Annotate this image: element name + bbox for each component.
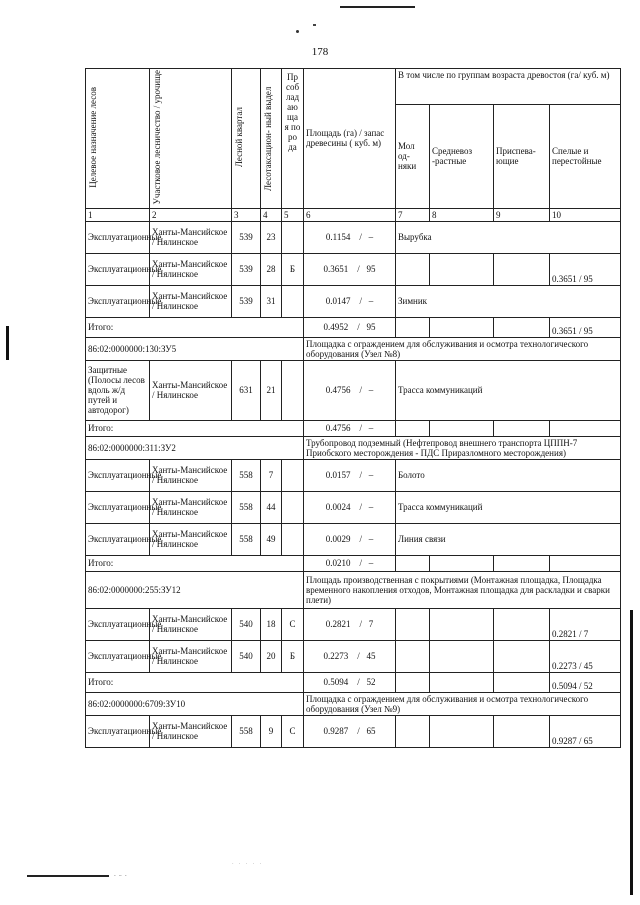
area-value: 0.0157 bbox=[325, 470, 351, 481]
separator: / bbox=[359, 558, 362, 569]
object-description: Площадка с ограждением для обслуживания и осмотра технологического оборудования (Узел №8) bbox=[304, 337, 621, 360]
species-cell bbox=[282, 285, 304, 317]
object-description: Площадка с ограждением для обслуживания и осмотра технологического оборудования (Узел №9) bbox=[304, 692, 621, 715]
separator: / bbox=[357, 322, 360, 333]
total-row bbox=[86, 555, 621, 571]
volume-value: 65 bbox=[366, 726, 376, 737]
species-cell bbox=[282, 459, 304, 491]
mature-cell: 0.9287 / 65 bbox=[550, 715, 621, 747]
allotment-cell: 23 bbox=[261, 221, 282, 253]
header-young: Мол од- няки bbox=[396, 105, 430, 208]
separator: / bbox=[357, 651, 360, 662]
area-volume-cell bbox=[304, 285, 396, 317]
table-row bbox=[86, 523, 621, 555]
species-cell: Б bbox=[282, 253, 304, 285]
separator: / bbox=[357, 264, 360, 275]
column-number-row bbox=[86, 208, 621, 221]
allotment-cell: 7 bbox=[261, 459, 282, 491]
volume-value: – bbox=[368, 296, 374, 307]
total-area: 0.4756 bbox=[325, 423, 351, 434]
mature-cell: 0.2821 / 7 bbox=[550, 608, 621, 640]
young-cell bbox=[396, 715, 430, 747]
species-cell: С bbox=[282, 608, 304, 640]
volume-value: – bbox=[368, 470, 374, 481]
col-number: 4 bbox=[261, 208, 282, 221]
land-type-note: Зимник bbox=[396, 285, 621, 317]
quarter-cell: 540 bbox=[232, 608, 261, 640]
area-volume-cell bbox=[304, 715, 396, 747]
ripening-cell bbox=[494, 640, 550, 672]
separator: / bbox=[359, 619, 362, 630]
purpose-cell: Эксплуатационные bbox=[86, 608, 150, 640]
header-ripening: Приспева- ющие bbox=[494, 105, 550, 208]
young-cell bbox=[396, 317, 430, 337]
mature-cell: 0.2273 / 45 bbox=[550, 640, 621, 672]
area-volume-cell bbox=[304, 253, 396, 285]
object-row bbox=[86, 436, 621, 459]
young-cell bbox=[396, 608, 430, 640]
allotment-cell: 18 bbox=[261, 608, 282, 640]
species-cell: С bbox=[282, 715, 304, 747]
allotment-cell: 31 bbox=[261, 285, 282, 317]
quarter-cell: 631 bbox=[232, 360, 261, 420]
mature-cell: 0.3651 / 95 bbox=[550, 253, 621, 285]
land-type-note: Вырубка bbox=[396, 221, 621, 253]
middle-cell bbox=[430, 672, 494, 692]
separator: / bbox=[359, 470, 362, 481]
header-mature: Спелые и перестойные bbox=[550, 105, 621, 208]
middle-cell bbox=[430, 640, 494, 672]
allotment-cell: 9 bbox=[261, 715, 282, 747]
separator: / bbox=[359, 423, 362, 434]
cadastral-number: 86:02:0000000:6709:ЗУ10 bbox=[86, 692, 304, 715]
table-row bbox=[86, 360, 621, 420]
object-row bbox=[86, 571, 621, 608]
total-mature bbox=[550, 555, 621, 571]
land-type-note: Линия связи bbox=[396, 523, 621, 555]
total-mature bbox=[550, 420, 621, 436]
species-cell bbox=[282, 221, 304, 253]
total-row bbox=[86, 420, 621, 436]
purpose-cell: Защитные (Полосы лесов вдоль ж/д путей и автодорог) bbox=[86, 360, 150, 420]
area-volume-cell bbox=[304, 608, 396, 640]
header-quarter: Лесной квартал bbox=[232, 69, 261, 209]
ripening-cell bbox=[494, 420, 550, 436]
area-volume-cell bbox=[304, 491, 396, 523]
cadastral-number: 86:02:0000000:311:ЗУ2 bbox=[86, 436, 304, 459]
table-row bbox=[86, 221, 621, 253]
object-row bbox=[86, 692, 621, 715]
col-number: 10 bbox=[550, 208, 621, 221]
district-cell: Ханты-Мансийское / Нялинское bbox=[150, 221, 232, 253]
quarter-cell: 539 bbox=[232, 253, 261, 285]
col-number: 1 bbox=[86, 208, 150, 221]
table-row bbox=[86, 253, 621, 285]
allotment-cell: 21 bbox=[261, 360, 282, 420]
volume-value: – bbox=[368, 385, 374, 396]
table-row bbox=[86, 715, 621, 747]
area-value: 0.3651 bbox=[323, 264, 349, 275]
quarter-cell: 540 bbox=[232, 640, 261, 672]
area-value: 0.0024 bbox=[325, 502, 351, 513]
total-area: 0.4952 bbox=[323, 322, 349, 333]
col-number: 7 bbox=[396, 208, 430, 221]
separator: / bbox=[359, 385, 362, 396]
ripening-cell bbox=[494, 672, 550, 692]
total-volume: – bbox=[368, 423, 374, 434]
header-middle: Средневоз -растные bbox=[430, 105, 494, 208]
area-volume-cell bbox=[304, 360, 396, 420]
district-cell: Ханты-Мансийское / Нялинское bbox=[150, 491, 232, 523]
total-mature: 0.3651 / 95 bbox=[550, 317, 621, 337]
middle-cell bbox=[430, 253, 494, 285]
total-area-volume bbox=[304, 555, 396, 571]
header-purpose: Целевое назначение лесов bbox=[86, 69, 150, 209]
separator: / bbox=[357, 726, 360, 737]
allotment-cell: 28 bbox=[261, 253, 282, 285]
col-number: 5 bbox=[282, 208, 304, 221]
young-cell bbox=[396, 253, 430, 285]
volume-value: – bbox=[368, 534, 374, 545]
volume-value: 45 bbox=[366, 651, 376, 662]
separator: / bbox=[359, 296, 362, 307]
district-cell: Ханты-Мансийское / Нялинское bbox=[150, 715, 232, 747]
middle-cell bbox=[430, 317, 494, 337]
scan-mark-left bbox=[6, 326, 9, 360]
area-volume-cell bbox=[304, 523, 396, 555]
young-cell bbox=[396, 555, 430, 571]
separator: / bbox=[359, 502, 362, 513]
area-value: 0.2821 bbox=[325, 619, 351, 630]
district-cell: Ханты-Мансийское / Нялинское bbox=[150, 285, 232, 317]
table-row bbox=[86, 491, 621, 523]
area-value: 0.1154 bbox=[325, 232, 351, 243]
col-number: 3 bbox=[232, 208, 261, 221]
land-type-note: Трасса коммуникаций bbox=[396, 491, 621, 523]
object-row bbox=[86, 337, 621, 360]
scan-noise: · · · · · bbox=[232, 862, 264, 867]
object-description: Площадь производственная с покрытиями (Монтажная площадка, Площадка временного накопления отходов, Монтажная площадка для раскладки и сварки плети) bbox=[304, 571, 621, 608]
cadastral-number: 86:02:0000000:255:ЗУ12 bbox=[86, 571, 304, 608]
col-number: 8 bbox=[430, 208, 494, 221]
land-type-note: Болото bbox=[396, 459, 621, 491]
young-cell bbox=[396, 640, 430, 672]
middle-cell bbox=[430, 555, 494, 571]
scan-mark-right bbox=[630, 610, 633, 895]
scan-speck bbox=[313, 24, 316, 26]
area-value: 0.4756 bbox=[325, 385, 351, 396]
total-volume: – bbox=[368, 558, 374, 569]
land-type-note: Трасса коммуникаций bbox=[396, 360, 621, 420]
col-number: 2 bbox=[150, 208, 232, 221]
separator: / bbox=[359, 534, 362, 545]
young-cell bbox=[396, 672, 430, 692]
quarter-cell: 539 bbox=[232, 285, 261, 317]
total-row bbox=[86, 672, 621, 692]
quarter-cell: 558 bbox=[232, 459, 261, 491]
table-row bbox=[86, 459, 621, 491]
purpose-cell: Эксплуатационные bbox=[86, 221, 150, 253]
district-cell: Ханты-Мансийское / Нялинское bbox=[150, 608, 232, 640]
species-cell: Б bbox=[282, 640, 304, 672]
total-area-volume bbox=[304, 420, 396, 436]
area-value: 0.0029 bbox=[325, 534, 351, 545]
table-row bbox=[86, 608, 621, 640]
purpose-cell: Эксплуатационные bbox=[86, 459, 150, 491]
volume-value: 7 bbox=[368, 619, 374, 630]
purpose-cell: Эксплуатационные bbox=[86, 253, 150, 285]
area-value: 0.0147 bbox=[325, 296, 351, 307]
scan-mark-top bbox=[340, 6, 415, 8]
district-cell: Ханты-Мансийское / Нялинское bbox=[150, 640, 232, 672]
ripening-cell bbox=[494, 317, 550, 337]
header-age-group: В том числе по группам возраста древостоя (га/ куб. м) bbox=[396, 69, 621, 105]
total-area: 0.5094 bbox=[323, 677, 349, 688]
district-cell: Ханты-Мансийское / Нялинское bbox=[150, 360, 232, 420]
ripening-cell bbox=[494, 715, 550, 747]
total-label: Итого: bbox=[86, 672, 304, 692]
district-cell: Ханты-Мансийское / Нялинское bbox=[150, 459, 232, 491]
table-row bbox=[86, 640, 621, 672]
young-cell bbox=[396, 420, 430, 436]
header-area: Площадь (га) / запас древесины ( куб. м) bbox=[304, 69, 396, 209]
species-cell bbox=[282, 491, 304, 523]
volume-value: 95 bbox=[366, 264, 376, 275]
ripening-cell bbox=[494, 555, 550, 571]
purpose-cell: Эксплуатационные bbox=[86, 523, 150, 555]
cadastral-number: 86:02:0000000:130:ЗУ5 bbox=[86, 337, 304, 360]
species-cell bbox=[282, 360, 304, 420]
area-volume-cell bbox=[304, 221, 396, 253]
table-row bbox=[86, 285, 621, 317]
allotment-cell: 49 bbox=[261, 523, 282, 555]
total-area-volume bbox=[304, 672, 396, 692]
area-volume-cell bbox=[304, 640, 396, 672]
page-number: 178 bbox=[311, 46, 329, 58]
object-description: Трубопровод подземный (Нефтепровод внешнего транспорта ЦППН-7 Приобского месторождения - ПДС Приразломного месторождения) bbox=[304, 436, 621, 459]
purpose-cell: Эксплуатационные bbox=[86, 640, 150, 672]
middle-cell bbox=[430, 420, 494, 436]
area-volume-cell bbox=[304, 459, 396, 491]
total-volume: 95 bbox=[366, 322, 376, 333]
allotment-cell: 20 bbox=[261, 640, 282, 672]
middle-cell bbox=[430, 608, 494, 640]
separator: / bbox=[359, 232, 362, 243]
district-cell: Ханты-Мансийское / Нялинское bbox=[150, 523, 232, 555]
scan-speck bbox=[296, 30, 299, 33]
volume-value: – bbox=[368, 232, 374, 243]
quarter-cell: 558 bbox=[232, 491, 261, 523]
volume-value: – bbox=[368, 502, 374, 513]
scan-mark-bottom bbox=[27, 875, 109, 877]
total-mature: 0.5094 / 52 bbox=[550, 672, 621, 692]
total-row bbox=[86, 317, 621, 337]
separator: / bbox=[357, 677, 360, 688]
purpose-cell: Эксплуатационные bbox=[86, 715, 150, 747]
header-district: Участковое лесничество / урочище bbox=[150, 69, 232, 209]
purpose-cell: Эксплуатационные bbox=[86, 285, 150, 317]
total-label: Итого: bbox=[86, 317, 304, 337]
allotment-cell: 44 bbox=[261, 491, 282, 523]
species-cell bbox=[282, 523, 304, 555]
quarter-cell: 539 bbox=[232, 221, 261, 253]
quarter-cell: 558 bbox=[232, 715, 261, 747]
middle-cell bbox=[430, 715, 494, 747]
ripening-cell bbox=[494, 608, 550, 640]
total-area-volume bbox=[304, 317, 396, 337]
scan-noise: - ~ - bbox=[114, 874, 128, 879]
col-number: 9 bbox=[494, 208, 550, 221]
purpose-cell: Эксплуатационные bbox=[86, 491, 150, 523]
quarter-cell: 558 bbox=[232, 523, 261, 555]
area-value: 0.2273 bbox=[323, 651, 349, 662]
total-label: Итого: bbox=[86, 555, 304, 571]
district-cell: Ханты-Мансийское / Нялинское bbox=[150, 253, 232, 285]
col-number: 6 bbox=[304, 208, 396, 221]
total-label: Итого: bbox=[86, 420, 304, 436]
area-value: 0.9287 bbox=[323, 726, 349, 737]
header-species: Пр соб лад аю ща я по ро да bbox=[282, 69, 304, 209]
forest-register-table bbox=[85, 68, 621, 748]
ripening-cell bbox=[494, 253, 550, 285]
total-volume: 52 bbox=[366, 677, 376, 688]
header-allotment: Лесотаксацион- ный выдел bbox=[261, 69, 282, 209]
total-area: 0.0210 bbox=[325, 558, 351, 569]
